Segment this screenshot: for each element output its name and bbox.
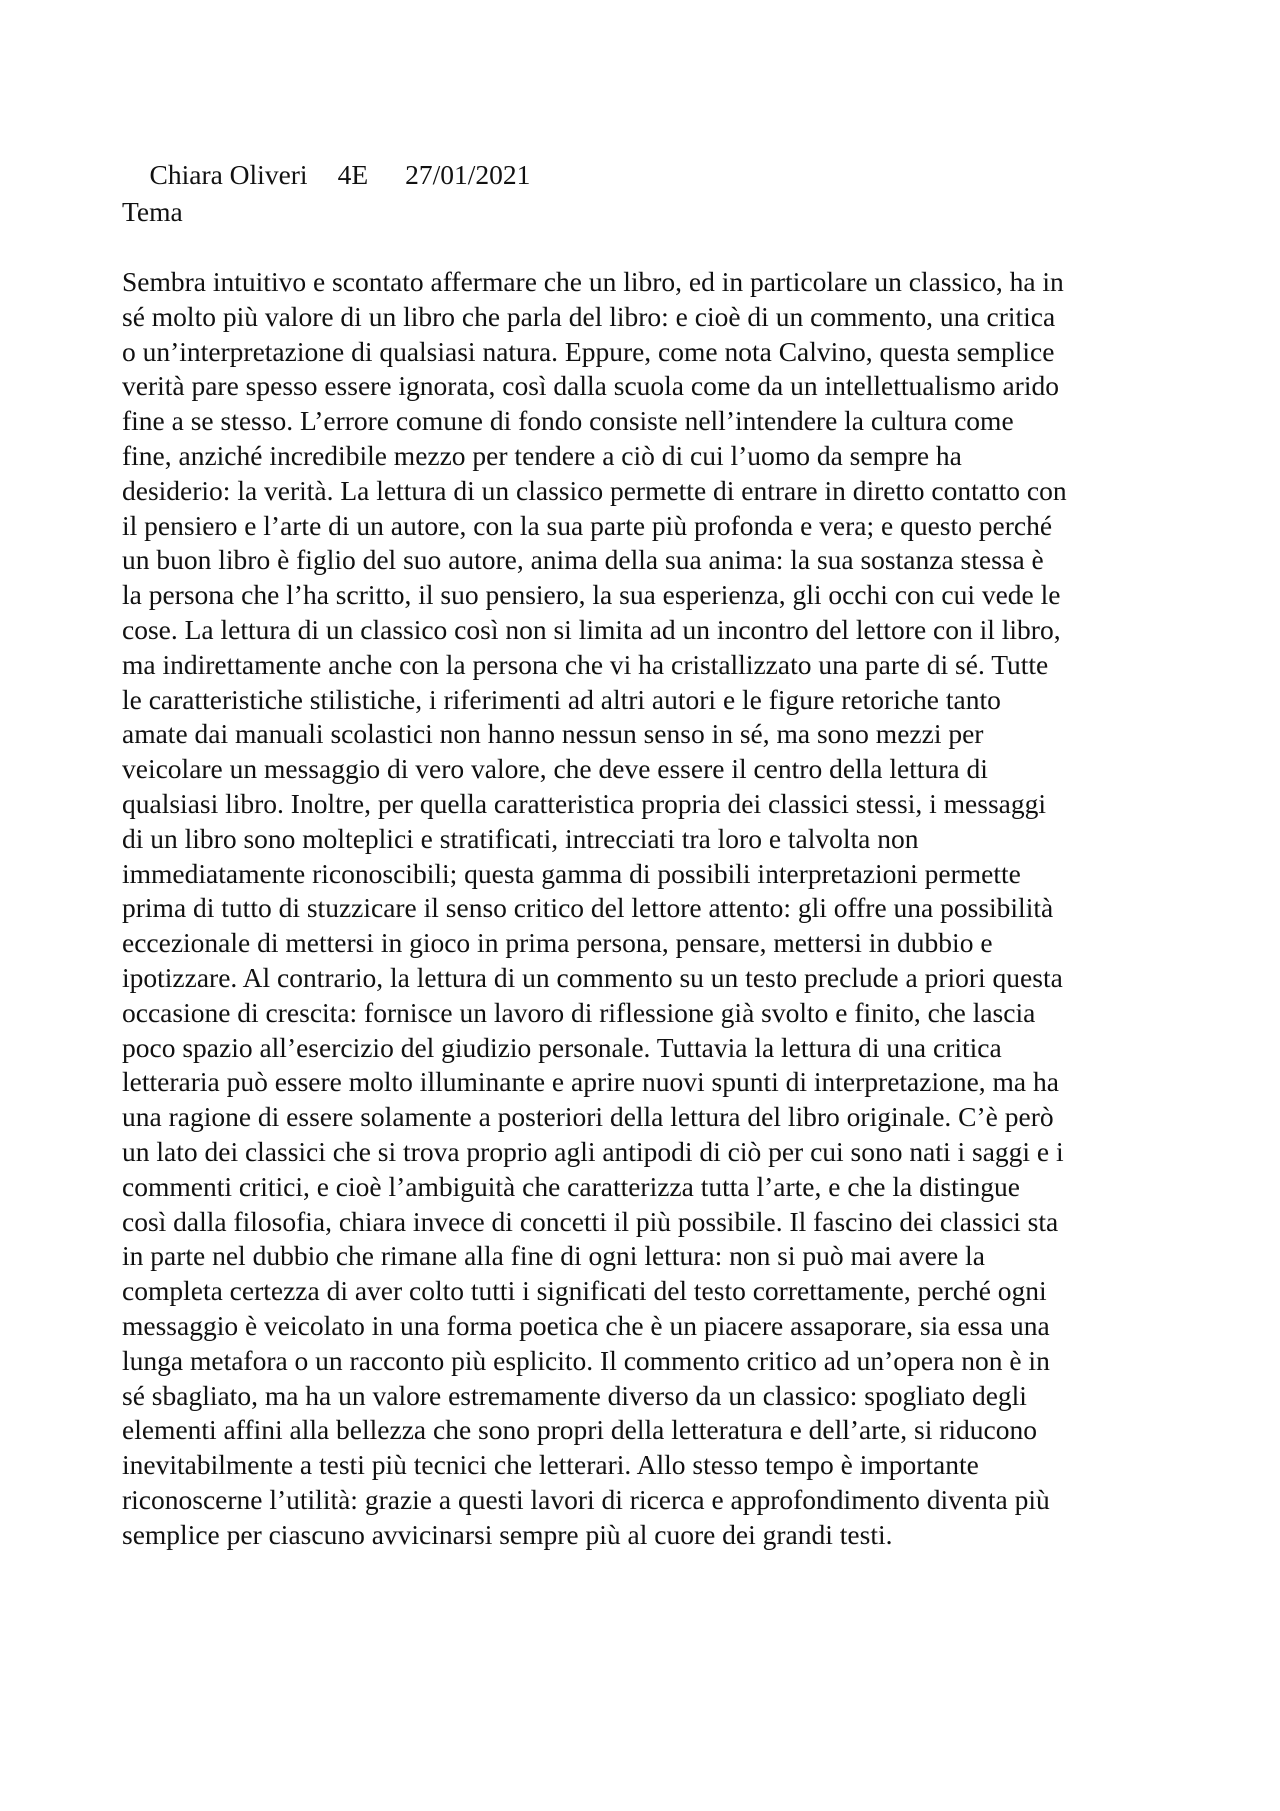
essay-line: riconoscerne l’utilità: grazie a questi lavori di ricerca e approfondimento diventa più	[122, 1483, 1050, 1515]
essay-line: lunga metafora o un racconto più esplicito. Il commento critico ad un’opera non è in	[122, 1344, 1050, 1376]
essay-line: veicolare un messaggio di vero valore, che deve essere il centro della lettura di	[122, 753, 988, 785]
essay-line: un buon libro è figlio del suo autore, anima della sua anima: la sua sostanza stessa è	[122, 544, 1044, 576]
essay-line: una ragione di essere solamente a posteriori della lettura del libro originale. C’è però	[122, 1101, 1054, 1133]
essay-line: eccezionale di mettersi in gioco in prima persona, pensare, mettersi in dubbio e	[122, 927, 993, 959]
document-date: 27/01/2021	[405, 159, 531, 190]
header-line	[122, 124, 530, 226]
essay-line: sé sbagliato, ma ha un valore estremamente diverso da un classico: spogliato degli	[122, 1379, 1027, 1411]
essay-line: poco spazio all’esercizio del giudizio personale. Tuttavia la lettura di una critica	[122, 1031, 1002, 1063]
essay-line: immediatamente riconoscibili; questa gamma di possibili interpretazioni permette	[122, 857, 1021, 889]
essay-line: fine, anziché incredibile mezzo per tendere a ciò di cui l’uomo da sempre ha	[122, 439, 962, 471]
essay-line: messaggio è veicolato in una forma poetica che è un piacere assaporare, sia essa una	[122, 1309, 1050, 1341]
essay-line: desiderio: la verità. La lettura di un classico permette di entrare in diretto contatto con	[122, 474, 1067, 506]
essay-line: completa certezza di aver colto tutti i significati del testo correttamente, perché ogni	[122, 1275, 1047, 1307]
essay-body	[122, 265, 1162, 1552]
essay-line: sé molto più valore di un libro che parla del libro: e cioè di un commento, una critica	[122, 300, 1056, 332]
essay-line: un lato dei classici che si trova proprio agli antipodi di ciò per cui sono nati i saggi e i	[122, 1135, 1064, 1167]
essay-line: qualsiasi libro. Inoltre, per quella caratteristica propria dei classici stessi, i messaggi	[122, 787, 1047, 819]
essay-line: o un’interpretazione di qualsiasi natura. Eppure, come nota Calvino, questa semplice	[122, 335, 1055, 367]
essay-line: in parte nel dubbio che rimane alla fine di ogni lettura: non si può mai avere la	[122, 1240, 985, 1272]
essay-line: occasione di crescita: fornisce un lavoro di riflessione già svolto e finito, che lascia	[122, 996, 1036, 1028]
essay-line: così dalla filosofia, chiara invece di concetti il più possibile. Il fascino dei classici sta	[122, 1205, 1059, 1237]
class-code: 4E	[337, 159, 369, 190]
essay-line: commenti critici, e cioè l’ambiguità che caratterizza tutta l’arte, e che la distingue	[122, 1170, 1020, 1202]
essay-line: elementi affini alla bellezza che sono propri della letteratura e dell’arte, si riducono	[122, 1414, 1037, 1446]
essay-line: fine a se stesso. L’errore comune di fondo consiste nell’intendere la cultura come	[122, 405, 1014, 437]
essay-line: cose. La lettura di un classico così non si limita ad un incontro del lettore con il libro,	[122, 613, 1061, 645]
essay-line: ma indirettamente anche con la persona che vi ha cristallizzato una parte di sé. Tutte	[122, 648, 1049, 680]
essay-line: semplice per ciascuno avvicinarsi sempre più al cuore dei grandi testi.	[122, 1518, 893, 1550]
essay-line: verità pare spesso essere ignorata, così dalla scuola come da un intellettualismo arido	[122, 370, 1059, 402]
author-name: Chiara Oliveri	[149, 159, 308, 190]
essay-line: le caratteristiche stilistiche, i riferimenti ad altri autori e le figure retoriche tanto	[122, 683, 1001, 715]
essay-line: di un libro sono molteplici e stratificati, intrecciati tra loro e talvolta non	[122, 822, 919, 854]
essay-line: inevitabilmente a testi più tecnici che letterari. Allo stesso tempo è importante	[122, 1449, 979, 1481]
essay-line: il pensiero e l’arte di un autore, con la sua parte più profonda e vera; e questo perché	[122, 509, 1053, 541]
essay-line: Sembra intuitivo e scontato affermare che un libro, ed in particolare un classico, ha in	[122, 266, 1064, 297]
essay-line: letteraria può essere molto illuminante e aprire nuovi spunti di interpretazione, ma ha	[122, 1066, 1059, 1098]
essay-line: ipotizzare. Al contrario, la lettura di un commento su un testo preclude a priori questa	[122, 961, 1063, 993]
essay-line: amate dai manuali scolastici non hanno nessun senso in sé, ma sono mezzi per	[122, 718, 984, 750]
essay-line: la persona che l’ha scritto, il suo pensiero, la sua esperienza, gli occhi con cui vede le	[122, 579, 1061, 611]
document-title: Tema	[122, 196, 183, 227]
essay-line: prima di tutto di stuzzicare il senso critico del lettore attento: gli offre una possibilità	[122, 892, 1054, 924]
